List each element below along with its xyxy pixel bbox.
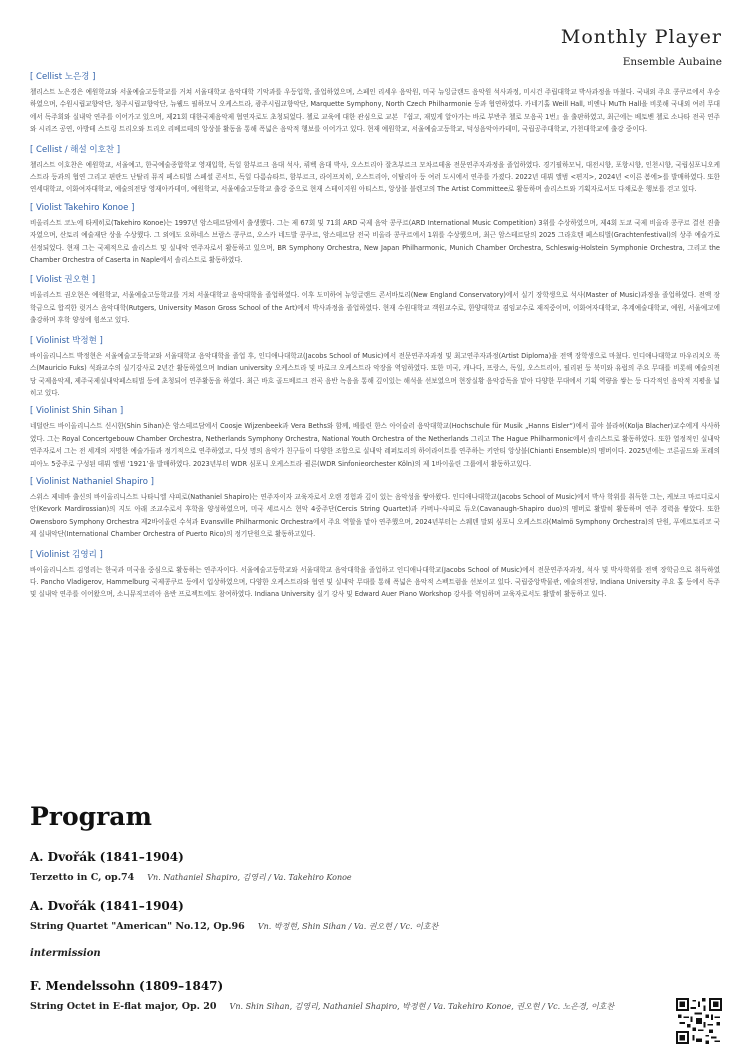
header <box>561 26 722 68</box>
bio-heading: [ Violinist Nathaniel Shapiro ] <box>30 476 154 487</box>
work-line <box>30 872 670 883</box>
bio-heading: [ Violinist 김영리 ] <box>30 549 103 560</box>
bio-section <box>30 548 720 601</box>
work-line <box>30 921 670 932</box>
work-title: String Quartet "American" No.12, Op.96 <box>30 921 245 932</box>
work-line <box>30 1001 670 1012</box>
performers: Vn. 박정현, Shin Sihan / Va. 권오현 / Vc. 이호찬 <box>257 922 439 931</box>
program-title: Program <box>30 802 152 831</box>
bio-text: 비올리스트 권오현은 예원학교, 서울예술고등학교를 거쳐 서울대학교 음악대학을 졸업하였다. 이후 도미하여 뉴잉글랜드 콘서바토리(New England Conservatory)에서 실기 장학생으로 석사(Master of Music)과정을 졸업하였다. 전액 장학금으로 합격한 럿거스 음악대학(Rutgers, University Mason Gross School of the Art)에서 박사과정을 졸업하였다. 현재 수원대학교 객원교수로, 한양대학교 겸임교수로 재직중이며, 이화여자대학교, 추계예술대학교, 예원, 서울예고에 출강하며 후학 양성에 힘쓰고 있다. <box>30 291 720 325</box>
series-title: Monthly Player <box>560 26 722 48</box>
bio-section <box>30 334 720 400</box>
bio-section <box>30 203 720 267</box>
performers: Vn. Nathaniel Shapiro, 김영리 / Va. Takehiro Konoe <box>147 873 352 882</box>
bio-text: 첼리스트 노은경은 예원학교와 서울예술고등학교를 거쳐 서울대학교 음악대학 기악과를 우등입학, 졸업하였으며, 스페인 리세우 음악원, 미국 뉴잉글랜드 음악원 석사과정, 미시건 주립대학교 박사과정을 마쳤다. 국내외 주요 콩쿠르에서 우승하였으며, 수원시립교향악단, 청주시립교향악단, 뉴웰드 필하모닉 오케스트라, 광주시립교향악단, Marquette Symphony, North Czech Philharmonie 등과 협연하였다. 카네기홀 Weill Hall, 비엔나 MuTh Hall을 비롯해 국내외 여러 무대에서 독주회와 실내악 연주를 이어가고 있으며, 제21회 대한국제음악제 협연자로도 초청되었다. 첼로 교육에 대한 관심으로 교본 『쉽고, 재밌게 알아가는 바로 부반주 첼로 모음곡 1번』을 출판하였고, 최근에는 베토벤 첼로 소나타 전곡 연주와 시리즈 공연, 아방테 스트링 트리오와 트리오 리베르테의 앙상블 활동을 통해 폭넓은 음악적 행보를 이어가고 있다. 현재 예원학교, 서울예술고등학교, 덕성음악아카데미, 국립공주대학교, 가천대학교에 출강 중이다. <box>30 88 720 134</box>
bio-text: 바이올리니스트 박정현은 서울예술고등학교와 서울대학교 음악대학을 졸업 후, 인디애나대학교(Jacobs School of Music)에서 전문연주자과정 및 최고연주자과정(Artist Diploma)을 전액 장학생으로 마쳤다. 인디애나대학교 마우리치오 푹스(Mauricio Fuks) 석좌교수의 실기강사로 2년간 활동하였으며 Indian university 오케스트라 및 바로크 오케스트라 악장을 역임하였다. 또한 미국, 캐나다, 프랑스, 독일, 오스트리아, 필리핀 등 북미와 유럽의 주요 무대를 비롯해 예술의전당 국제음악제, 제주국제실내악페스티벌 등에 초청되어 연주활동을 하였다. 최근 바흐 골드베르크 전곡 음반 녹음을 통해 깊이있는 해석을 선보였으며 현장실황 음악감독을 맡아 다양한 무대에서 기획 역량을 쌓는 등 다각적인 음악적 지평을 넓히고 있다. <box>30 351 720 397</box>
bio-section <box>30 406 720 470</box>
bio-text: 스위스 제네바 출신의 바이올리니스트 나타니엘 샤피로(Nathaniel Shapiro)는 연주자이자 교육자로서 오랜 경험과 깊이 있는 음악성을 쌓아왔다. 인디애나대학교(Jacobs School of Music)에서 박사 학위를 취득한 그는, 케보크 마르디로시안(Kevork Mardirossian)의 지도 아래 조교수로서 후학을 양성하였으며, 미국 세르시스 현악 4중주단(Cercis String Quartet)과 카버나-샤피로 듀오(Cavanaugh-Shapiro duo)의 멤버로 활발히 활동하며 연주 경력을 쌓았다. 또한 Owensboro Symphony Orchestra 제2바이올린 수석과 Evansville Philharmonic Orchestra에서 주요 역할을 맡아 연주했으며, 2024년부터는 스웨덴 말뫼 심포니 오케스트라(Malmö Symphony Orchestra)의 단원, 푸에르토리코 국제 실내악단(International Chamber Orchestra of Puerto Rico)의 정기단원으로 활동하고있다. <box>30 492 720 539</box>
biographies <box>30 70 720 608</box>
work-title: Terzetto in C, op.74 <box>30 872 135 883</box>
bio-heading: [ Violist Takehiro Konoe ] <box>30 202 135 213</box>
bio-text: 네덜란드 바이올리니스트 신시한(Shin Sihan)은 암스테르담에서 Coosje Wijzenbeek과 Vera Beths와 함께, 베를린 한스 아이슬러 음악대학교(Hochschule für Musik „Hanns Eisler“)에서 콜야 블라허(Kolja Blacher)교수에게 사사하였다. 그는 Royal Concertgebouw Chamber Orchestra, Netherlands Symphony Orchestra, National Youth Orchestra of the Netherlands 그리고 The Hague Philharmonic에서 솔리스트로 활동하였다. 또한 열정적인 실내악 연주자로서 그는 전 세계의 저명한 예술가들과 정기적으로 연주하였고, 다섯 명의 음악가 친구들이 다양한 조합으로 실내악 레퍼토리의 하이라이트를 연주하는 키안티 앙상블(Chianti Ensemble)의 멤버이다. 2025년에는 코른골드와 포레의 피아노 5중주로 구성된 데뷔 앨범 ‘1921’을 발매하였다. 2023년부터 WDR 심포니 오케스트라 쾰른(WDR Sinfonieorchester Köln)의 제 1바이올린 그룹에서 활동하고있다. <box>30 422 720 468</box>
bio-text: 바이올리니스트 김영리는 한국과 미국을 중심으로 활동하는 연주자이다. 서울예술고등학교와 서울대학교 음악대학을 졸업하고 인디애나대학교(Jacobs School of Music)에서 전문연주자과정, 석사 및 박사학위를 전액 장학금으로 취득하였다. Pancho Vladigerov, Hammelburg 국제콩쿠르 등에서 입상하였으며, 다양한 오케스트라와 협연 및 실내악 무대를 통해 폭넓은 음악적 스펙트럼을 선보이고 있다. 국립중앙박물관, 예술의전당, Indiana University 주요 홀 등에서 독주 및 실내악 연주를 이어왔으며, 소니뮤직코리아 음반 프로젝트에도 참여하였다. Indiana University 실기 강사 및 Edward Auer Piano Workshop 강사를 역임하며 교육자로서도 활발히 활동하고 있다. <box>30 565 720 599</box>
bio-heading: [ Cellist 노은경 ] <box>30 72 96 82</box>
composer: A. Dvořák (1841–1904) <box>30 850 184 864</box>
work-title: String Octet in E-flat major, Op. 20 <box>30 1001 217 1012</box>
bio-section <box>30 477 720 541</box>
ensemble-name: Ensemble Aubaine <box>622 56 722 68</box>
composer: F. Mendelssohn (1809–1847) <box>30 979 224 993</box>
composer: A. Dvořák (1841–1904) <box>30 899 184 913</box>
intermission: intermission <box>30 948 101 959</box>
bio-heading: [ Violinist Shin Sihan ] <box>30 406 124 417</box>
bio-heading: [ Cellist / 해설 이호찬 ] <box>30 144 121 155</box>
bio-section <box>30 70 720 136</box>
bio-text: 첼리스트 이호찬은 예원학교, 서울예고, 한국예술종합학교 영재입학, 독일 함부르크 음대 석사, 뤼벡 음대 박사, 오스트리아 잘츠부르크 모차르테움 전문연주자과정을 졸업하였다. 경기필하모닉, 대전시향, 포항시향, 인천시향, 국립심포니오케스트라 등과의 협연 그리고 핀란드 난탈리 뮤직 페스티벌 스페셜 콘서트, 독일 다름슈타트, 함부르크, 라이프치히, 오스트리아, 이탈리아 등 여러 도시에서 연주를 가졌다. 2022년 데뷔 앨범 <편지>, 2024년 <이른 봄에>를 발매하였다. 또한 연세대학교, 이화여자대학교, 예술의전당 영재아카데미, 예원학교, 서울예술고등학교 출강 중으로 현재 스테이지원 아티스트, 앙상블 블렌고의 The Artist Committee로 활동하며 솔리스트와 기획자로서도 다채로운 행보를 걷고 있다. <box>30 160 720 194</box>
bio-heading: [ Violist 권오현 ] <box>30 275 96 286</box>
bio-text: 비올리스트 코노에 타케히로(Takehiro Konoe)는 1997년 암스테르담에서 출생했다. 그는 제 67회 및 71회 ARD 국제 음악 콩쿠르(ARD International Music Competition) 3위를 수상하였으며, 제4회 도쿄 국제 비올라 콩쿠르 결선 진출자였으며, 산토리 예술재단 상을 수상했다. 그 외에도 요하네스 브람스 콩쿠르, 오스카 네드발 콩쿠르, 암스테르담 전국 비올라 콩쿠르에서 1위를 수상했으며, 최근 암스테르담의 2025 그라흐텐 페스티벌(Grachtenfestival)의 상주 예술가로 선정되었다. 현재 그는 국제적으로 솔리스트 및 실내악 연주자로서 활동하고 있으며, BR Symphony Orchestra, New Japan Philharmonic, Munich Chamber Orchestra, Schleswig-Holstein Symphonie Orchestra, 그리고 the Chamber Orchestra of Caserta in Naple에서 솔리스트로 활동하였다. <box>30 218 720 265</box>
qr-code-icon[interactable] <box>676 998 722 1044</box>
performers: Vn. Shin Sihan, 김영리, Nathaniel Shapiro, 박정현 / Va. Takehiro Konoe, 권오현 / Vc. 노은경, 이호찬 <box>229 1002 615 1011</box>
bio-heading: [ Violinist 박정현 ] <box>30 335 103 346</box>
bio-section <box>30 273 720 326</box>
bio-section <box>30 143 720 196</box>
program-list <box>30 850 670 1028</box>
